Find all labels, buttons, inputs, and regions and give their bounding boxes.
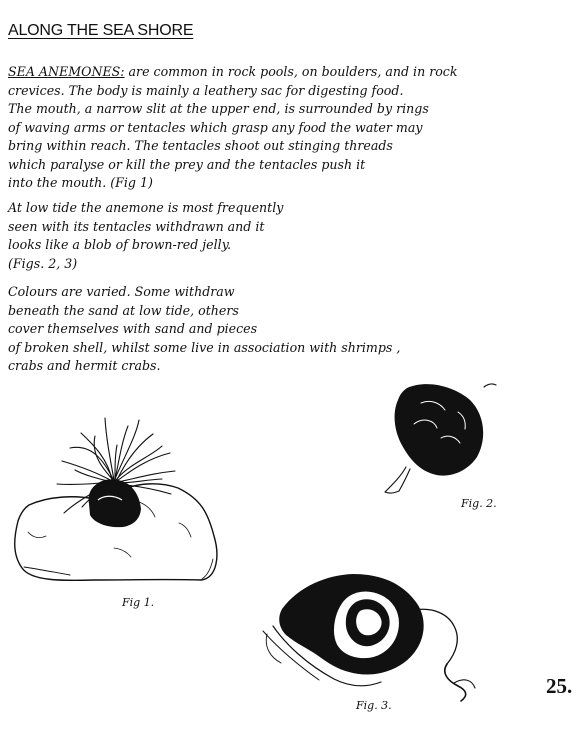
paragraph-line: crevices. The body is mainly a leathery sac for digesting food. (8, 82, 404, 98)
section-heading: SEA ANEMONES: (8, 64, 125, 79)
paragraph-line: seen with its tentacles withdrawn and it (8, 218, 265, 234)
paragraph-line-text: are common in rock pools, on boulders, and in rock (124, 64, 458, 79)
anemone-description-paragraph (8, 63, 578, 193)
paragraph-line: beneath the sand at low tide, others (8, 302, 239, 318)
paragraph-line: crabs and hermit crabs. (8, 358, 161, 373)
anemone-in-shell-illustration (255, 562, 485, 707)
page-number: 25. (546, 674, 573, 698)
anemone-withdrawn-blob-illustration (376, 378, 502, 500)
low-tide-paragraph (8, 199, 578, 273)
paragraph-line: (Figs. 2, 3) (8, 255, 78, 271)
paragraph-line: cover themselves with sand and pieces (8, 321, 258, 336)
paragraph-line: into the mouth. (Fig 1) (8, 175, 153, 190)
anemone-open-tentacles-illustration (4, 398, 228, 603)
paragraph-line: of broken shell, whilst some live in association with shrimps , (8, 339, 401, 355)
paragraph-line: bring within reach. The tentacles shoot out stinging threads (8, 138, 393, 153)
figure-3-caption: Fig. 3. (356, 699, 392, 712)
paragraph-line: At low tide the anemone is most frequently (8, 200, 284, 215)
paragraph-line: Colours are varied. Some withdraw (8, 284, 235, 299)
figure-2-caption: Fig. 2. (461, 497, 497, 510)
paragraph-line: looks like a blob of brown-red jelly. (8, 237, 232, 252)
paragraph-line: The mouth, a narrow slit at the upper end, is surrounded by rings (8, 101, 429, 116)
figure-1-caption: Fig 1. (122, 596, 155, 609)
paragraph-line: which paralyse or kill the prey and the tentacles push it (8, 156, 366, 172)
paragraph-line: of waving arms or tentacles which grasp any food the water may (8, 119, 423, 135)
colours-paragraph (8, 283, 578, 376)
page-title: ALONG THE SEA SHORE (8, 22, 194, 39)
paragraph-line (8, 63, 578, 82)
